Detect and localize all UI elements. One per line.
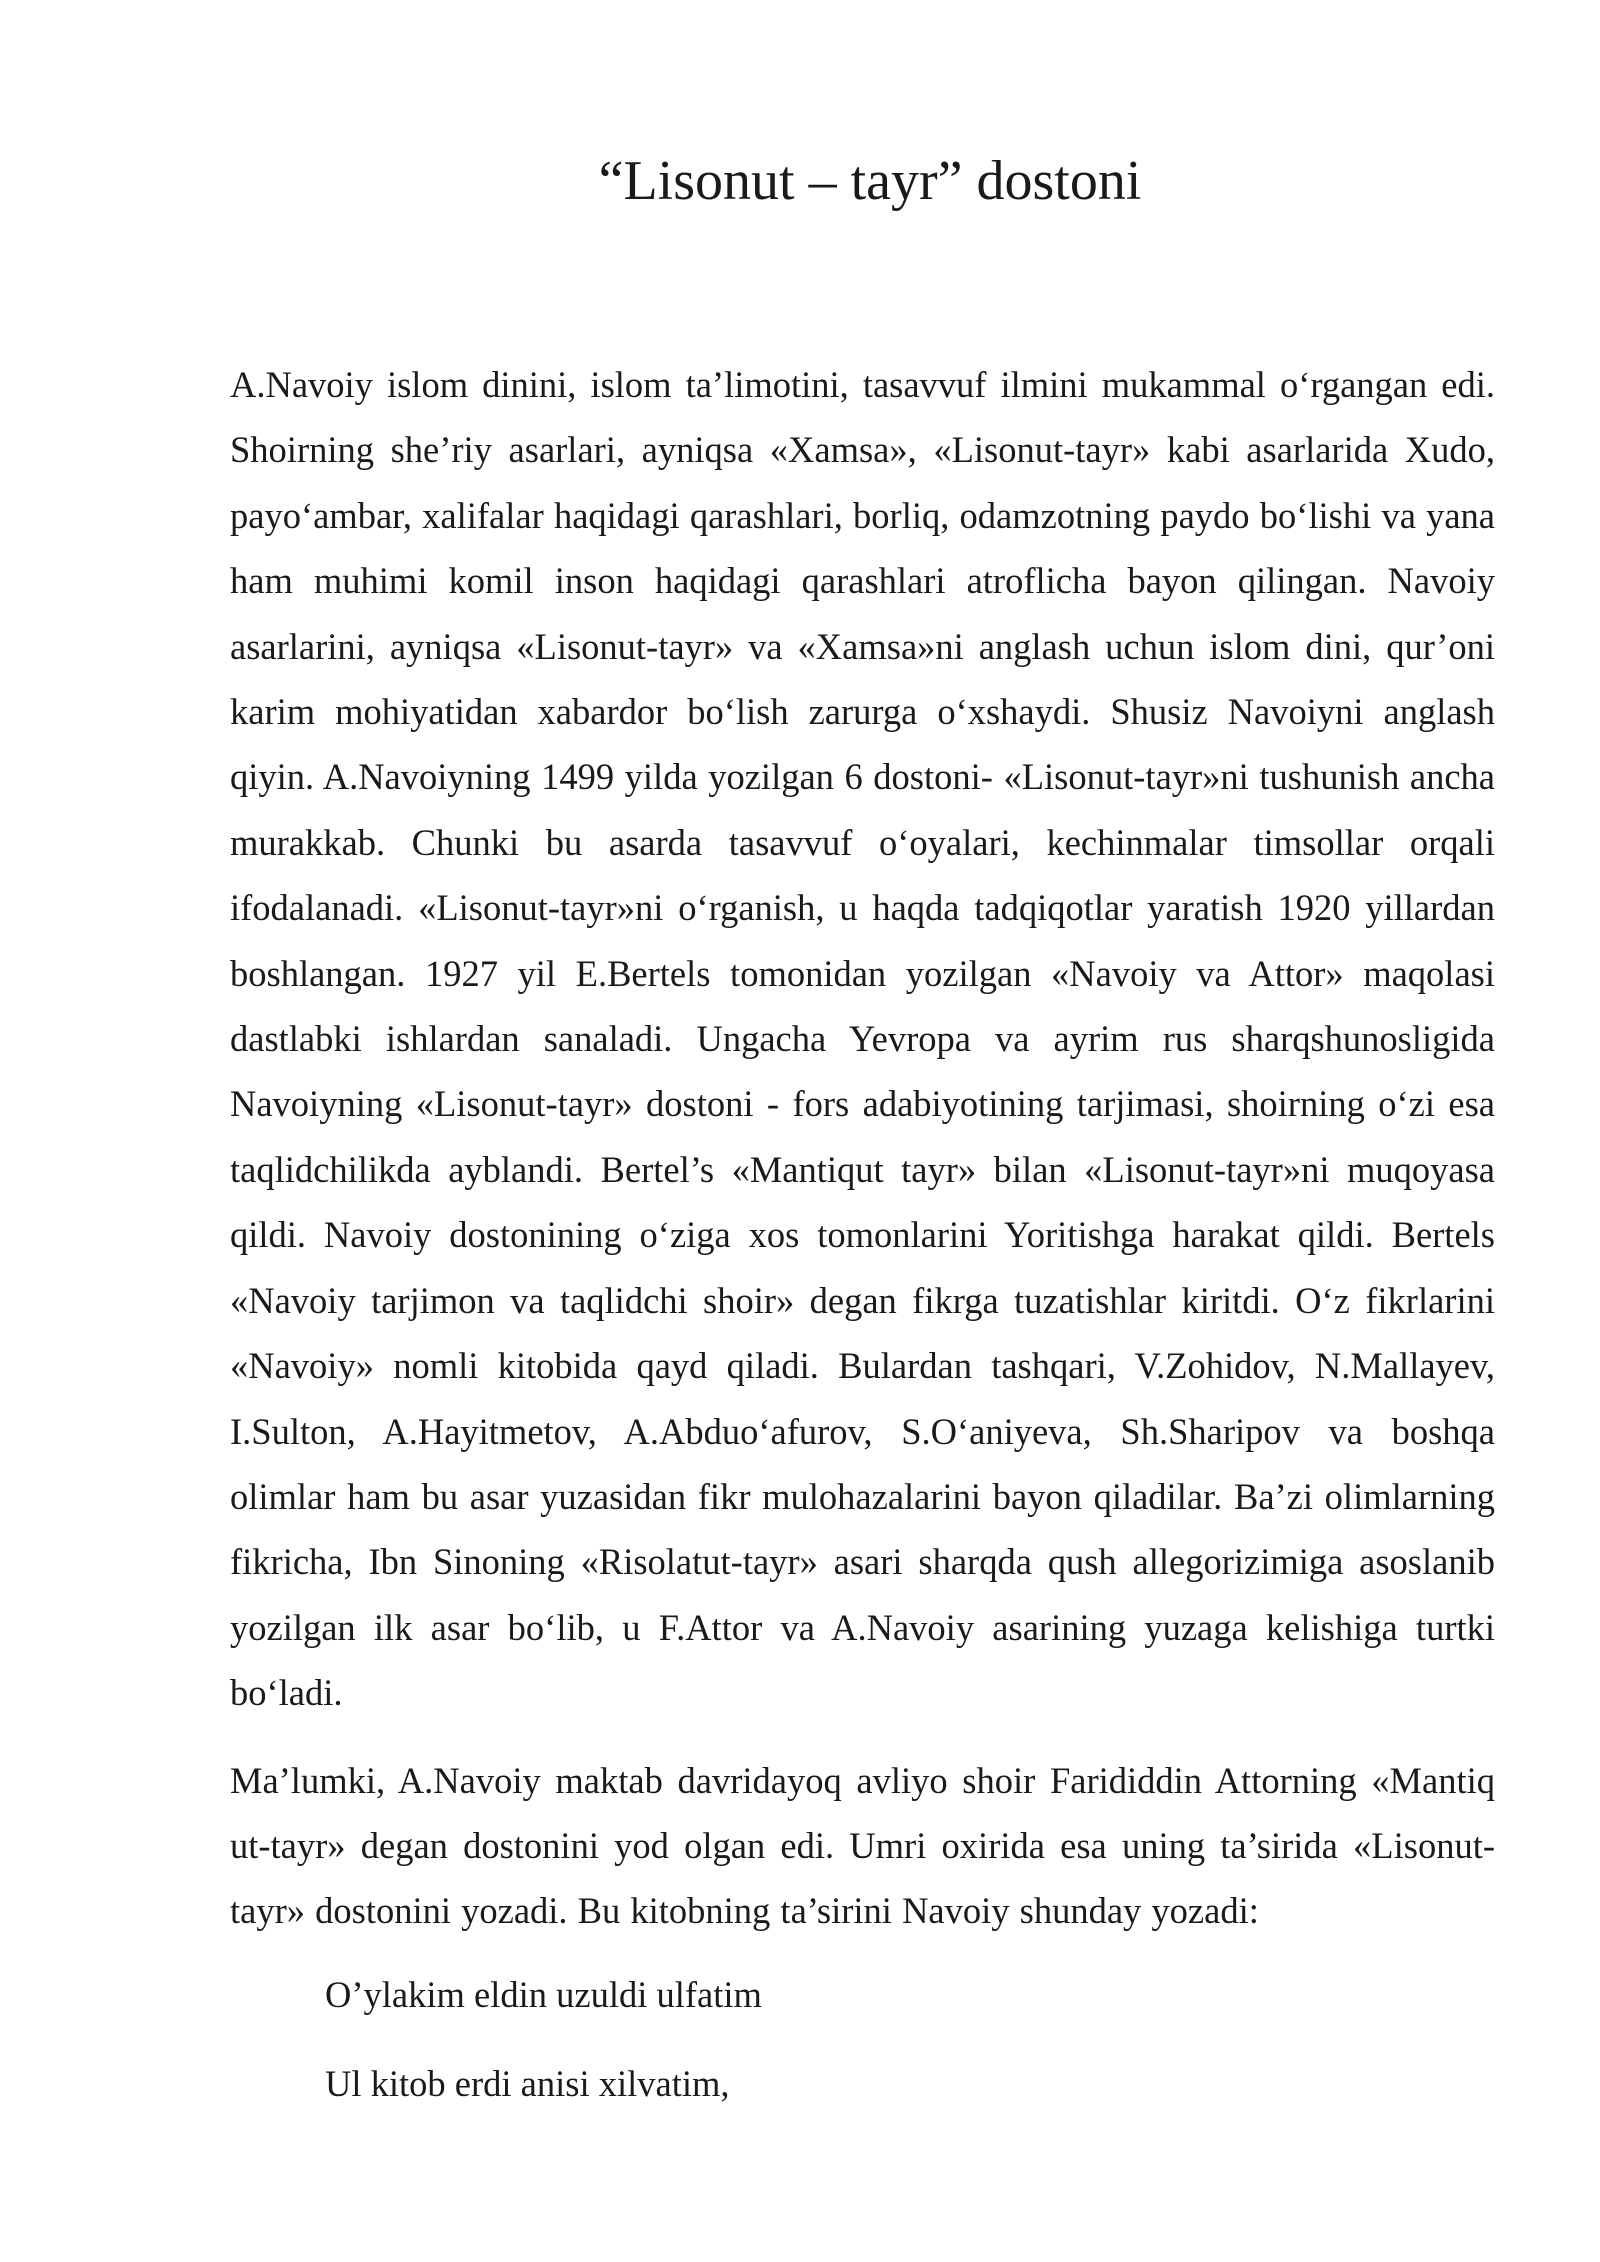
document-title: “Lisonut – tayr” dostoni [598,150,1142,212]
paragraph-1: A.Navoiy islom dinini, islom ta’limotini, tasavvuf ilmini mukammal o‘rgangan edi. Shoirning she’riy asarlari, ayniqsa «Xamsa», «Lisonut-tayr» kabi asarlarida Xudo, payo‘ambar, xalifalar haqidagi qarashlari, borliq, odamzotning paydo bo‘lishi va yana ham muhimi komil inson haqidagi qarashlari atroflicha bayon qilingan. Navoiy asarlarini, ayniqsa «Lisonut-tayr» va «Xamsa»ni anglash uchun islom dini, qur’oni karim mohiyatidan xabardor bo‘lish zarurga o‘xshaydi. Shusiz Navoiyni anglash qiyin. A.Navoiyning 1499 yilda yozilgan 6 dostoni- «Lisonut-tayr»ni tushunish ancha murakkab. Chunki bu asarda tasavvuf o‘oyalari, kechinmalar timsollar orqali ifodalanadi. «Lisonut-tayr»ni o‘rganish, u haqda tadqiqotlar yaratish 1920 yillardan boshlangan. 1927 yil E.Bertels tomonidan yozilgan «Navoiy va Attor» maqolasi dastlabki ishlardan sanaladi. Ungacha Yevropa va ayrim rus sharqshunosligida Navoiyning «Lisonut-tayr» dostoni - fors adabiyotining tarjimasi, shoirning o‘zi esa taqlidchilikda ayblandi. Bertel’s «Mantiqut tayr» bilan «Lisonut-tayr»ni muqoyasa qildi. Navoiy dostonining o‘ziga xos tomonlarini Yoritishga harakat qildi. Bertels «Navoiy tarjimon va taqlidchi shoir» degan fikrga tuzatishlar kiritdi. O‘z fikrlarini «Navoiy» nomli kitobida qayd qiladi. Bulardan tashqari, V.Zohidov, N.Mallayev, I.Sulton, A.Hayitmetov, A.Abduo‘afurov, S.O‘aniyeva, Sh.Sharipov va boshqa olimlar ham bu asar yuzasidan fikr mulohazalarini bayon qiladilar. Ba’zi olimlarning fikricha, Ibn Sinoning «Risolatut-tayr» asari sharqda qush allegorizimiga asoslanib yozilgan ilk asar bo‘lib, u F.Attor va A.Navoiy asarining yuzaga kelishiga turtki bo‘ladi. [230,364,1495,1714]
poem-line-2: Ul kitob erdi anisi xilvatim, [325,2063,730,2105]
paragraph-2: Ma’lumki, A.Navoiy maktab davridayoq avliyo shoir Farididdin Attorning «Mantiq ut-tayr» degan dostonini yod olgan edi. Umri oxirida esa uning ta’sirida «Lisonut-tayr» dostonini yozadi. Bu kitobning ta’sirini Navoiy shunday yozadi: [230,1759,1495,1932]
poem-excerpt [230,1962,1495,2117]
poem-line-1: O’ylakim eldin uzuldi ulfatim [325,1973,762,2015]
document-body [230,352,1495,2117]
